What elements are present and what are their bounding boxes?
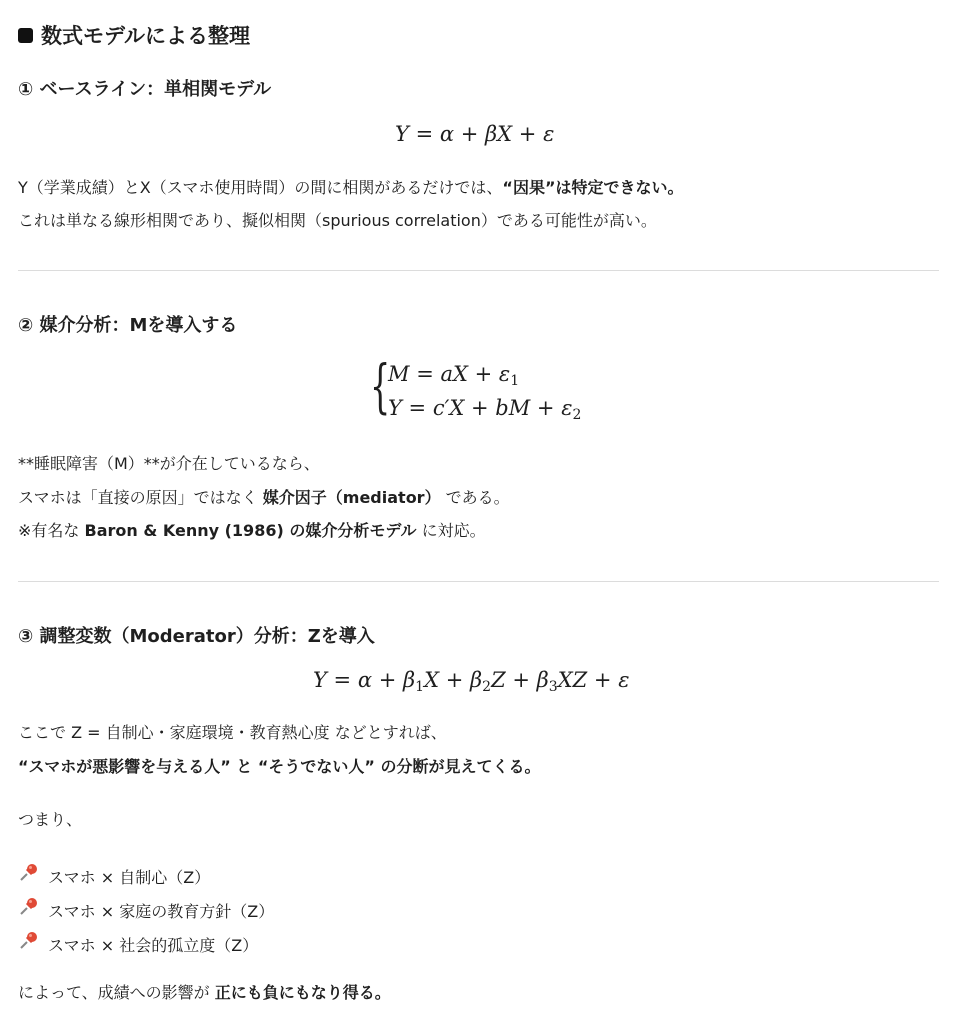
section2-line2-bold: 媒介因子（mediator）: [262, 488, 441, 507]
section3-line2: “スマホが悪影響を与える人” と “そうでない人” の分断が見えてくる。: [18, 757, 541, 776]
section2-eq2: Y = c′X + bM + $\varepsilon_2$: [388, 396, 582, 423]
section1-line1-bold: “因果”は特定できない。: [502, 178, 684, 197]
list-item-text: スマホ × 自制心（Z）: [48, 868, 211, 887]
section2-line3-text: ※有名な: [18, 521, 85, 540]
section3-line1: ここで Z = 自制心・家庭環境・教育熱心度 などとすれば、: [18, 723, 447, 742]
section2-eq1: M = aX + $\varepsilon_1$: [388, 362, 520, 389]
divider: [18, 270, 939, 271]
list-item-text: スマホ × 家庭の教育方針（Z）: [48, 902, 275, 921]
section1-line1: [18, 178, 683, 198]
section2-line2-text: スマホは「直接の原因」ではなく: [18, 488, 263, 507]
section1-line1-text: Y（学業成績）とX（スマホ使用時間）の間に相関があるだけでは、: [18, 178, 503, 197]
pushpin-icon: [18, 929, 40, 956]
section2-line3-tail: に対応。: [416, 521, 486, 540]
section3-equation: $Y = \alpha + \beta_1X + \beta_2Z + \beta_3XZ + \varepsilon$: [313, 668, 630, 695]
pushpin-icon: [18, 895, 40, 922]
section3-line3: つまり、: [18, 810, 83, 829]
section2-line3-bold: Baron & Kenny (1986) の媒介分析モデル: [84, 521, 417, 540]
list-item: [18, 861, 210, 888]
list-item: [18, 929, 258, 956]
divider: [18, 581, 939, 582]
section1-line2: これは単なる線形相関であり、擬似相関（spurious correlation）である可能性が高い。: [18, 211, 657, 230]
list-item-text: スマホ × 社会的孤立度（Z）: [48, 936, 259, 955]
section3-heading: ③ 調整変数（Moderator）分析：Zを導入: [18, 626, 375, 647]
section3-conclusion-bold: 正にも負にもなり得る。: [214, 983, 391, 1002]
section2-line2: [18, 488, 510, 508]
section2-heading: ② 媒介分析：Mを導入する: [18, 315, 238, 336]
section2-line2-tail: である。: [440, 488, 510, 507]
section2-equation-system: [370, 352, 600, 432]
section1-equation: Y = α + βX + ε: [395, 122, 555, 146]
pushpin-icon: [18, 861, 40, 888]
page-title-row: [18, 20, 250, 50]
left-brace-icon: {: [370, 352, 391, 420]
section3-conclusion: [18, 983, 391, 1003]
list-item: [18, 895, 274, 922]
black-square-icon: [18, 28, 33, 43]
section3-conclusion-text: によって、成績への影響が: [18, 983, 215, 1002]
section2-line3: [18, 521, 486, 541]
section2-line1: **睡眠障害（M）**が介在しているなら、: [18, 454, 320, 473]
section1-heading: ① ベースライン：単相関モデル: [18, 79, 272, 100]
page-title: 数式モデルによる整理: [41, 24, 250, 48]
